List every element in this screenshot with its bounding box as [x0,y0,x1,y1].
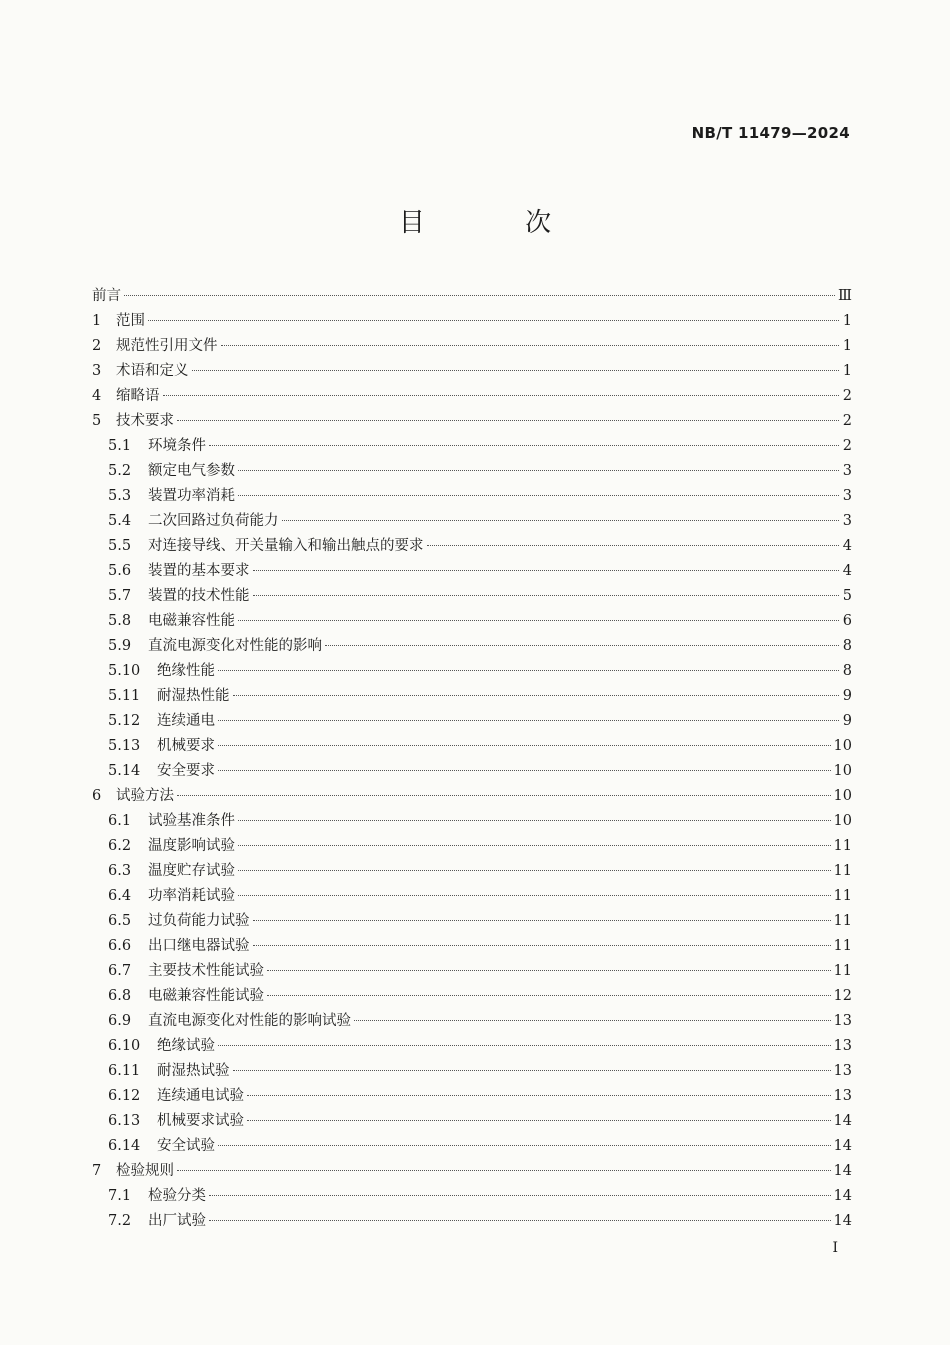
toc-entry-label: 过负荷能力试验 [148,913,250,929]
toc-entry-page: 11 [833,838,852,854]
table-of-contents [92,284,852,1234]
toc-entry[interactable] [92,384,852,409]
toc-entry-label: 检验分类 [148,1188,206,1204]
toc-entry-number: 3 [92,363,102,379]
toc-entry-label: 出口继电器试验 [148,938,250,954]
toc-entry[interactable] [92,1059,852,1084]
toc-entry-number: 5.1 [108,438,132,454]
toc-entry-page: 4 [842,563,852,579]
toc-entry-label: 规范性引用文件 [116,338,218,354]
toc-dot-leader [267,970,831,971]
toc-entry-page: 14 [833,1163,852,1179]
toc-entry[interactable] [92,934,852,959]
toc-entry-label: 电磁兼容性能试验 [148,988,264,1004]
toc-entry-label: 电磁兼容性能 [148,613,235,629]
toc-entry-label: 试验方法 [116,788,174,804]
toc-entry-number: 5.8 [108,613,132,629]
toc-entry-number: 4 [92,388,102,404]
toc-entry[interactable] [92,409,852,434]
toc-dot-leader [427,545,840,546]
toc-entry[interactable] [92,534,852,559]
toc-entry-number: 5.7 [108,588,132,604]
toc-dot-leader [354,1020,831,1021]
toc-entry-label: 温度贮存试验 [148,863,235,879]
toc-dot-leader [209,1195,831,1196]
toc-dot-leader [253,945,831,946]
toc-entry-number: 6.10 [108,1038,141,1054]
toc-dot-leader [238,870,831,871]
toc-entry-label: 功率消耗试验 [148,888,235,904]
toc-entry-page: 1 [842,338,852,354]
toc-entry[interactable] [92,834,852,859]
toc-dot-leader [325,645,839,646]
toc-entry[interactable] [92,1084,852,1109]
toc-entry-number: 6.11 [108,1063,141,1079]
toc-entry-page: Ⅲ [838,288,852,304]
toc-entry-label: 绝缘性能 [157,663,215,679]
toc-entry-number: 7.2 [108,1213,132,1229]
toc-entry-number: 6.5 [108,913,132,929]
toc-entry[interactable] [92,1209,852,1234]
toc-entry-number: 6.12 [108,1088,141,1104]
toc-entry-page: 4 [842,538,852,554]
toc-entry-page: 9 [842,713,852,729]
toc-entry-label: 直流电源变化对性能的影响 [148,638,322,654]
toc-entry[interactable] [92,759,852,784]
toc-entry-number: 7 [92,1163,102,1179]
toc-dot-leader [218,670,839,671]
toc-dot-leader [209,1220,831,1221]
toc-entry[interactable] [92,609,852,634]
toc-entry[interactable] [92,884,852,909]
toc-entry-page: 1 [842,363,852,379]
toc-entry-page: 14 [833,1138,852,1154]
toc-entry-label: 术语和定义 [116,363,189,379]
toc-dot-leader [163,395,840,396]
toc-entry[interactable] [92,684,852,709]
toc-entry-page: 11 [833,913,852,929]
toc-entry-number: 6.13 [108,1113,141,1129]
toc-dot-leader [177,795,831,796]
toc-entry-label: 耐湿热试验 [157,1063,230,1079]
toc-entry[interactable] [92,434,852,459]
toc-entry-label: 技术要求 [116,413,174,429]
toc-dot-leader [253,595,840,596]
toc-entry-page: 10 [833,788,852,804]
toc-entry-label: 额定电气参数 [148,463,235,479]
toc-entry[interactable] [92,284,852,309]
toc-entry-label: 检验规则 [116,1163,174,1179]
toc-entry-label: 二次回路过负荷能力 [148,513,279,529]
toc-entry-label: 环境条件 [148,438,206,454]
toc-dot-leader [177,1170,831,1171]
toc-entry[interactable] [92,984,852,1009]
toc-entry-number: 7.1 [108,1188,132,1204]
toc-entry[interactable] [92,1109,852,1134]
toc-dot-leader [233,1070,831,1071]
toc-entry-number: 5.10 [108,663,141,679]
toc-entry[interactable] [92,784,852,809]
toc-dot-leader [218,1045,831,1046]
toc-entry-page: 2 [842,413,852,429]
toc-entry-label: 安全试验 [157,1138,215,1154]
standard-code: NB/T 11479—2024 [691,124,850,142]
toc-dot-leader [209,445,839,446]
toc-dot-leader [221,345,840,346]
toc-dot-leader [238,845,831,846]
toc-dot-leader [124,295,835,296]
toc-entry[interactable] [92,1134,852,1159]
toc-dot-leader [267,995,831,996]
toc-entry-label: 绝缘试验 [157,1038,215,1054]
toc-entry[interactable] [92,509,852,534]
toc-entry-number: 6.14 [108,1138,141,1154]
toc-dot-leader [218,720,839,721]
toc-dot-leader [177,420,839,421]
toc-dot-leader [247,1120,831,1121]
toc-entry[interactable] [92,709,852,734]
toc-entry[interactable] [92,809,852,834]
toc-dot-leader [218,1145,831,1146]
toc-entry-number: 6.3 [108,863,132,879]
toc-entry-number: 6.7 [108,963,132,979]
toc-entry-number: 6.8 [108,988,132,1004]
toc-entry-page: 11 [833,863,852,879]
toc-entry-page: 2 [842,388,852,404]
toc-entry-label: 范围 [116,313,145,329]
toc-entry-page: 14 [833,1188,852,1204]
toc-dot-leader [238,620,839,621]
toc-entry-label: 连续通电试验 [157,1088,244,1104]
toc-entry[interactable] [92,334,852,359]
toc-entry-page: 10 [833,813,852,829]
toc-entry-number: 5.2 [108,463,132,479]
toc-entry-page: 11 [833,938,852,954]
toc-entry-label: 装置的技术性能 [148,588,250,604]
toc-entry-number: 5 [92,413,102,429]
toc-entry-number: 5.12 [108,713,141,729]
toc-entry[interactable] [92,909,852,934]
toc-dot-leader [238,495,839,496]
toc-entry-label: 试验基准条件 [148,813,235,829]
toc-entry-label: 主要技术性能试验 [148,963,264,979]
toc-entry-label: 前言 [92,288,121,304]
toc-entry-page: 13 [833,1063,852,1079]
toc-entry-number: 5.5 [108,538,132,554]
toc-dot-leader [282,520,840,521]
toc-entry-number: 6 [92,788,102,804]
toc-dot-leader [192,370,840,371]
toc-entry-page: 14 [833,1213,852,1229]
toc-entry-page: 11 [833,888,852,904]
toc-entry-page: 14 [833,1113,852,1129]
toc-dot-leader [238,820,831,821]
toc-entry-number: 6.9 [108,1013,132,1029]
toc-entry-label: 直流电源变化对性能的影响试验 [148,1013,351,1029]
toc-entry[interactable] [92,659,852,684]
toc-entry-page: 13 [833,1038,852,1054]
toc-entry-number: 6.6 [108,938,132,954]
toc-entry-number: 6.2 [108,838,132,854]
toc-entry-page: 6 [842,613,852,629]
page-number: I [832,1240,838,1256]
toc-entry[interactable] [92,584,852,609]
toc-entry-page: 12 [833,988,852,1004]
toc-dot-leader [247,1095,831,1096]
toc-entry-number: 5.9 [108,638,132,654]
toc-dot-leader [253,920,831,921]
toc-entry-page: 8 [842,663,852,679]
toc-entry-label: 连续通电 [157,713,215,729]
toc-entry-label: 出厂试验 [148,1213,206,1229]
toc-entry-label: 耐湿热性能 [157,688,230,704]
toc-entry-page: 13 [833,1088,852,1104]
toc-entry-number: 1 [92,313,102,329]
toc-entry-label: 缩略语 [116,388,160,404]
toc-entry[interactable] [92,1034,852,1059]
toc-dot-leader [238,470,839,471]
toc-entry-number: 5.13 [108,738,141,754]
toc-dot-leader [253,570,840,571]
toc-entry-label: 温度影响试验 [148,838,235,854]
toc-entry[interactable] [92,859,852,884]
toc-entry-page: 10 [833,763,852,779]
toc-entry-number: 5.14 [108,763,141,779]
toc-entry-page: 3 [842,488,852,504]
toc-entry[interactable] [92,484,852,509]
toc-entry-page: 2 [842,438,852,454]
toc-entry-number: 5.3 [108,488,132,504]
toc-entry[interactable] [92,559,852,584]
toc-entry-page: 8 [842,638,852,654]
toc-entry-label: 机械要求试验 [157,1113,244,1129]
toc-entry[interactable] [92,359,852,384]
toc-entry-page: 1 [842,313,852,329]
toc-dot-leader [218,770,831,771]
toc-entry[interactable] [92,1159,852,1184]
toc-entry-label: 装置功率消耗 [148,488,235,504]
toc-entry[interactable] [92,634,852,659]
page-title: 目 次 [398,208,598,238]
toc-entry[interactable] [92,1009,852,1034]
toc-entry[interactable] [92,459,852,484]
toc-entry-number: 5.4 [108,513,132,529]
toc-entry-number: 6.4 [108,888,132,904]
toc-entry[interactable] [92,734,852,759]
toc-entry[interactable] [92,1184,852,1209]
toc-entry-number: 5.11 [108,688,141,704]
toc-entry-page: 11 [833,963,852,979]
toc-entry-number: 6.1 [108,813,132,829]
toc-dot-leader [233,695,840,696]
toc-dot-leader [238,895,831,896]
toc-entry-page: 13 [833,1013,852,1029]
toc-entry-page: 3 [842,513,852,529]
toc-entry-label: 装置的基本要求 [148,563,250,579]
toc-dot-leader [148,320,839,321]
toc-entry-label: 机械要求 [157,738,215,754]
toc-dot-leader [218,745,831,746]
toc-entry-page: 5 [842,588,852,604]
toc-entry-number: 2 [92,338,102,354]
toc-entry-page: 10 [833,738,852,754]
toc-entry-page: 9 [842,688,852,704]
toc-entry-label: 安全要求 [157,763,215,779]
toc-entry-label: 对连接导线、开关量输入和输出触点的要求 [148,538,424,554]
toc-entry-number: 5.6 [108,563,132,579]
toc-entry[interactable] [92,309,852,334]
toc-entry[interactable] [92,959,852,984]
toc-entry-page: 3 [842,463,852,479]
